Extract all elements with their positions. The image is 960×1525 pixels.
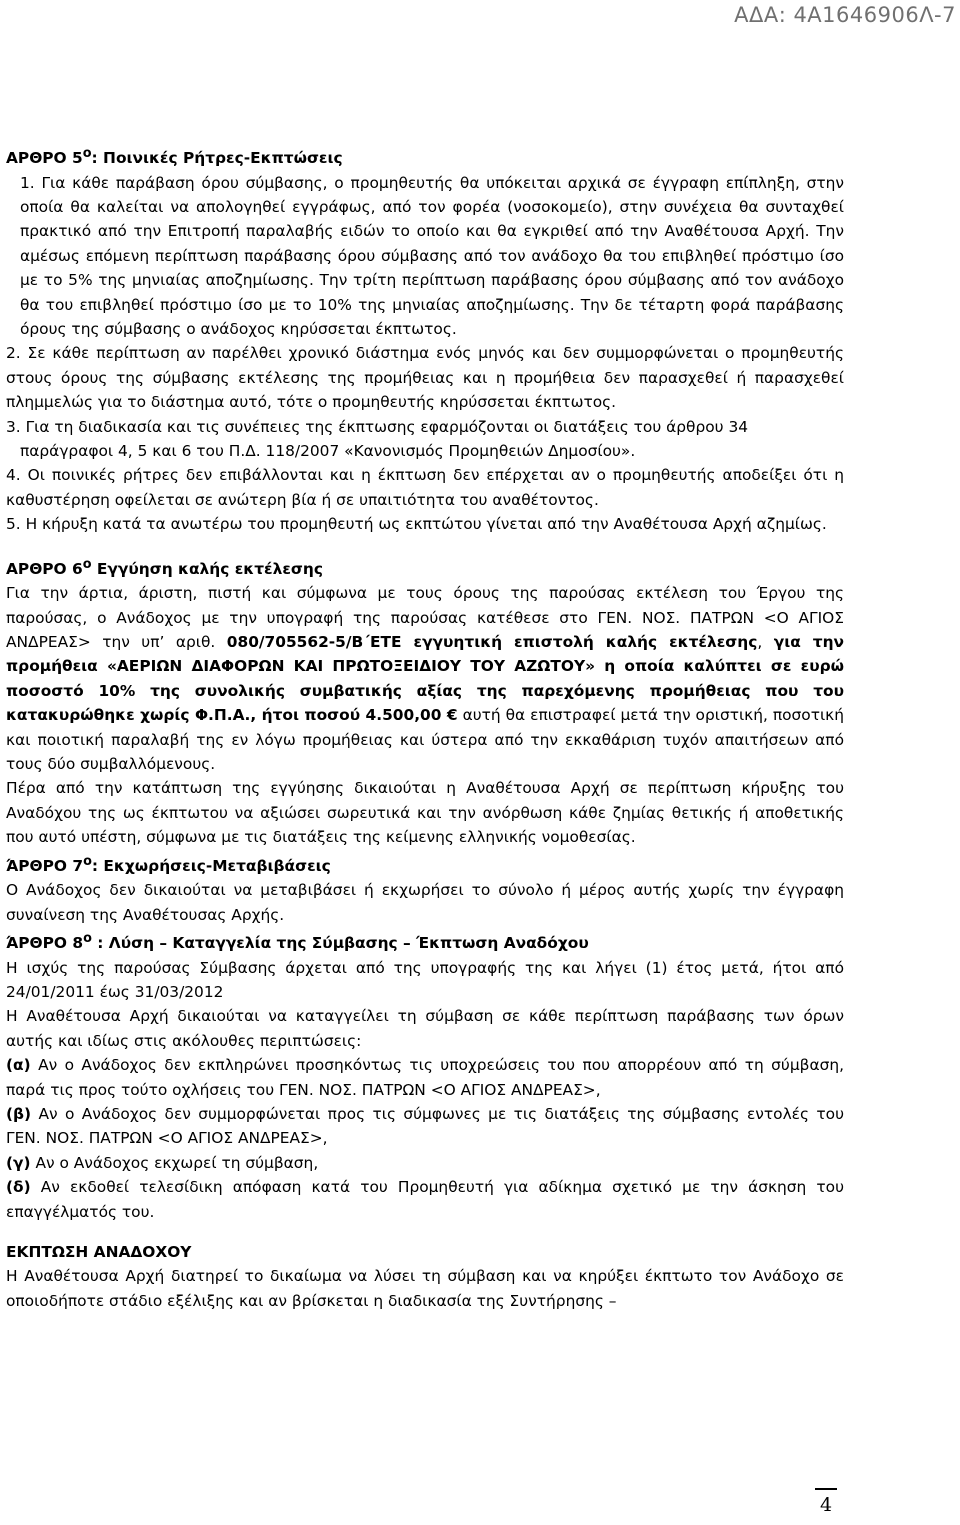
article-8-para-1: Η ισχύς της παρούσας Σύμβασης άρχεται από της υπογραφής της και λήγει (1) έτος μετά, ήτοι από 24/01/2011 έως 31/03/2012 (6, 958, 844, 1001)
article-8-item-c: (γ) Αν ο Ανάδοχος εκχωρεί τη σύμβαση, (6, 1153, 319, 1172)
article-5-para-1: 1. Για κάθε παράβαση όρου σύμβασης, ο προμηθευτής θα υπόκειται αρχικά σε έγγραφη επίπληξη, στην οποία θα καλείται να απολογηθεί εγγράφως, από τον φορέα (νοσοκομείο), στην συνέχεια θα συνταχθεί πρακτικό από την Επιτροπή παραλαβής ειδών το οποίο και θα εγκριθεί από την Αναθέτουσα Αρχή. Την αμέσως επόμενη περίπτωση παράβασης όρου σύμβασης από τον ανάδοχο θα του επιβληθεί πρόστιμο ίσο με το 5% της μηνιαίας αποζημίωσης. Την τρίτη περίπτωση παράβασης όρου σύμβασης από τον ανάδοχο θα του επιβληθεί πρόστιμο ίσο με το 10% της μηνιαίας αποζημίωσης. Την δε τέταρτη φορά παράβασης όρους της σύμβασης ο ανάδοχος κηρύσσεται έκπτωτος. (20, 173, 844, 338)
page-number-bar (815, 1488, 837, 1490)
article-6-para-2: Πέρα από την κατάπτωση της εγγύησης δικαιούται η Αναθέτουσα Αρχή σε περίπτωση κήρυξης του Αναδόχου της ως έκπτωτου να αξιώσει σωρευτικά και την ανόρθωση κάθε ζημίας θετικής ή αποθετικής που αυτό υπέστη, σύμφωνα με τις διατάξεις της κείμενης ελληνικής νομοθεσίας. (6, 779, 844, 847)
article-8-item-b: (β) Αν ο Ανάδοχος δεν συμμορφώνεται προς τις σύμφωνες με τις διατάξεις της σύμβασης εντολές του ΓΕΝ. ΝΟΣ. ΠΑΤΡΩΝ <Ο ΑΓΙΟΣ ΑΝΔΡΕΑΣ>, (6, 1104, 844, 1148)
article-8-item-d: (δ) Αν εκδοθεί τελεσίδικη απόφαση κατά του Προμηθευτή για αδίκημα σχετικό με την άσκηση του επαγγέλματός του. (6, 1178, 844, 1221)
ekptosi-title: ΕΚΠΤΩΣΗ ΑΝΑΔΟΧΟΥ (6, 1242, 192, 1261)
document-body (6, 142, 844, 1313)
article-8-para-2: Η Αναθέτουσα Αρχή δικαιούται να καταγγείλει τη σύμβαση σε κάθε περίπτωση παράβασης των όρων αυτής και ιδίως στις ακόλουθες περιπτώσεις: (6, 1007, 844, 1050)
ekptosi-para-1: Η Αναθέτουσα Αρχή διατηρεί το δικαίωμα να λύσει τη σύμβαση και να κηρύξει έκπτωτο τον Ανάδοχο σε οποιοδήποτε στάδιο εξέλιξης και αν βρίσκεται η διαδικασία της Συντήρησης – (6, 1267, 844, 1310)
page-number: 4 (820, 1494, 833, 1516)
ada-code: ΑΔΑ: 4Α1646906Λ-7 (734, 3, 956, 27)
article-6-title: ΑΡΘΡΟ $6^o$ Εγγύηση καλής εκτέλεσης (6, 556, 323, 578)
article-5-para-3a: 3. Για τη διαδικασία και τις συνέπειες της έκπτωσης εφαρμόζονται οι διατάξεις του άρθρου 34 (6, 417, 749, 436)
article-6-para-1: Για την άρτια, άριστη, πιστή και σύμφωνα με τους όρους της παρούσας εκτέλεση του Έργου της παρούσας, ο Ανάδοχος με την υπογραφή της παρούσας κατέθεσε στο ΓΕΝ. ΝΟΣ. ΠΑΤΡΩΝ <Ο ΑΓΙΟΣ ΑΝΔΡΕΑΣ> την υπ’ αριθ. 080/705562-5/Β΄ΕΤΕ εγγυητική επιστολή καλής εκτέλεσης, για την προμήθεια «ΑΕΡΙΩΝ ΔΙΑΦΟΡΩΝ ΚΑΙ ΠΡΩΤΟΞΕΙΔΙΟΥ ΤΟΥ ΑΖΩΤΟΥ» η οποία καλύπτει σε ευρώ ποσοστό 10% της συνολικής συμβατικής αξίας της παρεχόμενης προμήθειας που του κατακυρώθηκε χωρίς Φ.Π.Α., ήτοι ποσού 4.500,00 € αυτή θα επιστραφεί μετά την οριστική, ποσοτική και ποιοτική παραλαβή της εν λόγω προμήθειας και ύστερα από την εκκαθάριση τυχόν απαιτήσεων από τους δύο συμβαλλόμενους. (6, 584, 845, 773)
article-8-item-a: (α) Αν ο Ανάδοχος δεν εκπληρώνει προσηκόντως τις υποχρεώσεις του που απορρέουν από τη σύμβαση, παρά τις προς τούτο οχλήσεις του ΓΕΝ. ΝΟΣ. ΠΑΤΡΩΝ <Ο ΑΓΙΟΣ ΑΝΔΡΕΑΣ>, (6, 1056, 844, 1099)
article-7-para-1: Ο Ανάδοχος δεν δικαιούται να μεταβιβάσει ή εκχωρήσει το σύνολο ή μέρος αυτής χωρίς την έγγραφη συναίνεση της Αναθέτουσας Αρχής. (6, 881, 844, 924)
article-5-para-4: 4. Οι ποινικές ρήτρες δεν επιβάλλονται και η έκπτωση δεν επέρχεται αν ο προμηθευτής αποδείξει ότι η καθυστέρηση οφείλεται σε ανώτερη βία ή σε υπαιτιότητα του αναθέτοντος. (6, 466, 844, 509)
article-5-para-2: 2. Σε κάθε περίπτωση αν παρέλθει χρονικό διάστημα ενός μηνός και δεν συμμορφώνεται ο προμηθευτής στους όρους της σύμβασης εκτέλεσης της προμήθειας και η προμήθεια δεν παρασχεθεί ή παρασχεθεί πλημμελώς για το διάστημα αυτό, τότε ο προμηθευτής κηρύσσεται έκπτωτος. (6, 344, 844, 412)
article-5-title: ΑΡΘΡΟ $5^o$: Ποινικές Ρήτρες-Εκπτώσεις (6, 146, 343, 168)
article-7-title: ΆΡΘΡΟ $7^o$: Εκχωρήσεις-Μεταβιβάσεις (6, 853, 331, 875)
article-5-para-3b: παράγραφοι 4, 5 και 6 του Π.Δ. 118/2007 «Κανονισμός Προμηθειών Δημοσίου». (20, 442, 636, 460)
article-8-title: ΆΡΘΡΟ $8^o$ : Λύση – Καταγγελία της Σύμβασης – Έκπτωση Αναδόχου (6, 930, 589, 953)
article-5-para-5: 5. Η κήρυξη κατά τα ανωτέρω του προμηθευτή ως εκπτώτου γίνεται από την Αναθέτουσα Αρχή αζημίως. (6, 515, 827, 534)
